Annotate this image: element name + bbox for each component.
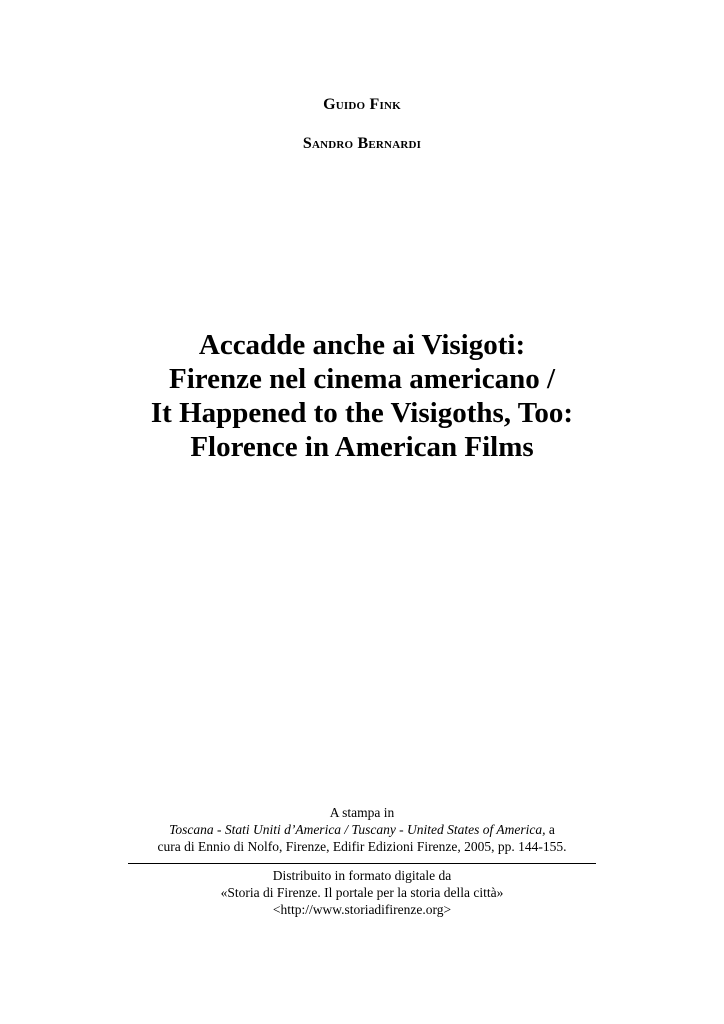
distribution-line-2: «Storia di Firenze. Il portale per la storia della città»	[220, 885, 504, 900]
title-line-2: Firenze nel cinema americano /	[168, 363, 556, 395]
distribution-info	[0, 867, 724, 918]
publication-intro: A stampa in	[329, 805, 395, 820]
author-name-2: Sandro Bernardi	[302, 135, 422, 152]
publication-source-title: Toscana - Stati Uniti d’America / Tuscany - United States of America,	[169, 822, 546, 837]
publication-source-tail: a	[545, 822, 555, 837]
document-title	[0, 328, 724, 464]
title-line-4: Florence in American Films	[190, 431, 534, 463]
publication-details: cura di Ennio di Nolfo, Firenze, Edifir Edizioni Firenze, 2005, pp. 144-155.	[157, 839, 567, 854]
distribution-line-1: Distribuito in formato digitale da	[272, 868, 452, 883]
title-line-1: Accadde anche ai Visigoti:	[198, 329, 526, 361]
publication-info	[0, 804, 724, 855]
distribution-url[interactable]: <http://www.storiadifirenze.org>	[272, 902, 452, 917]
divider-rule	[128, 863, 596, 864]
title-line-3: It Happened to the Visigoths, Too:	[150, 397, 574, 429]
publication-source-line	[0, 821, 724, 838]
author-name-1: Guido Fink	[323, 96, 401, 113]
